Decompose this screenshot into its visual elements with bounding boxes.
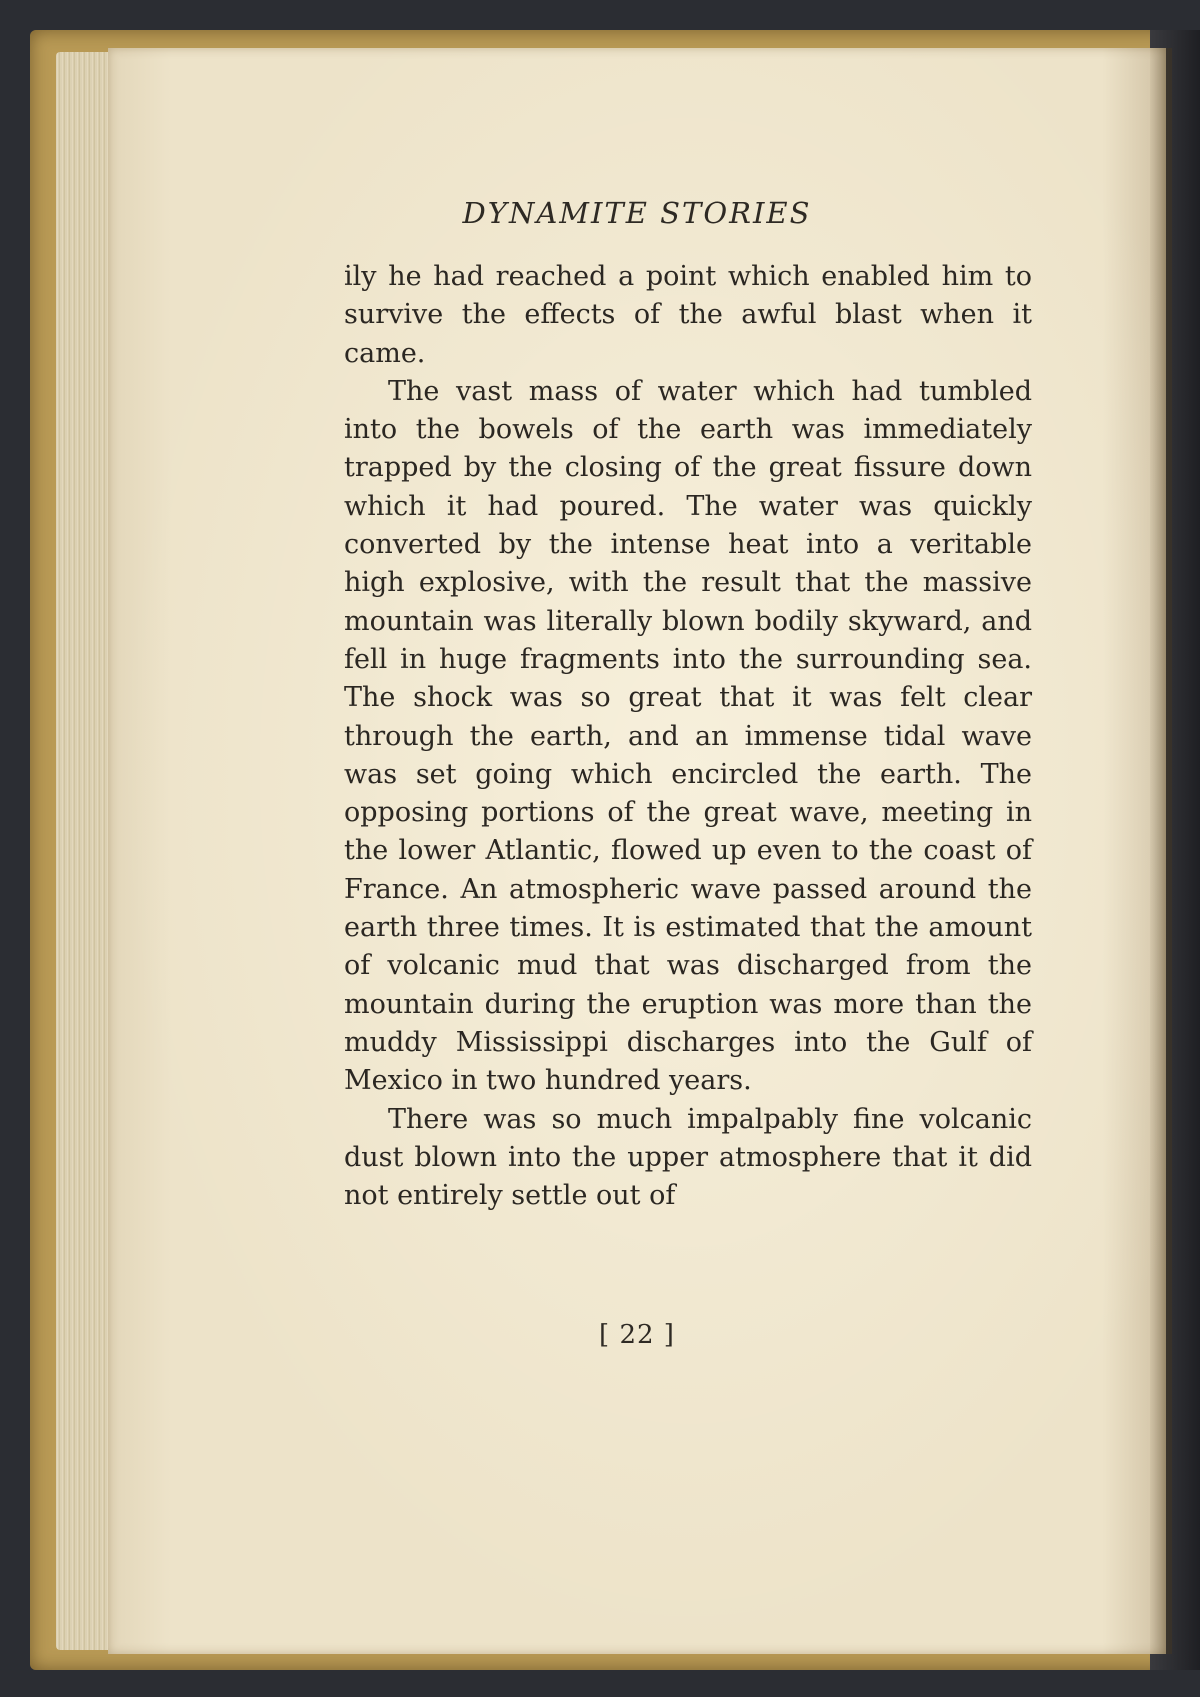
running-head: DYNAMITE STORIES <box>462 196 812 230</box>
page-gutter <box>1150 48 1172 1654</box>
paragraph-continued: ily he had reached a point which enabled him to survive the effects of the awful blast when it came. <box>344 261 1032 369</box>
paragraph: There was so much impalpably fine volcanic dust blown into the upper atmosphere that it did not entirely settle out of <box>344 1103 1032 1212</box>
paragraph: The vast mass of water which had tumbled into the bowels of the earth was immediately trapped by the closing of the great fissure down which it had poured. The water was quickly converted by the intense heat into a veritable high explosive, with the result that the massive mountain was literally blown bodily skyward, and fell in huge fragments into the surrounding sea. The shock was so great that it was felt clear through the earth, and an immense tidal wave was set going which encircled the earth. The opposing portions of the great wave, meeting in the lower Atlantic, flowed up even to the coast of France. An atmospheric wave passed around the earth three times. It is estimated that the amount of volcanic mud that was discharged from the mountain during the eruption was more than the muddy Mississippi discharges into the Gulf of Mexico in two hundred years. <box>344 375 1032 1097</box>
page-number: [ 22 ] <box>599 1320 675 1350</box>
page-edges <box>56 52 116 1650</box>
page-body <box>344 258 1032 1215</box>
